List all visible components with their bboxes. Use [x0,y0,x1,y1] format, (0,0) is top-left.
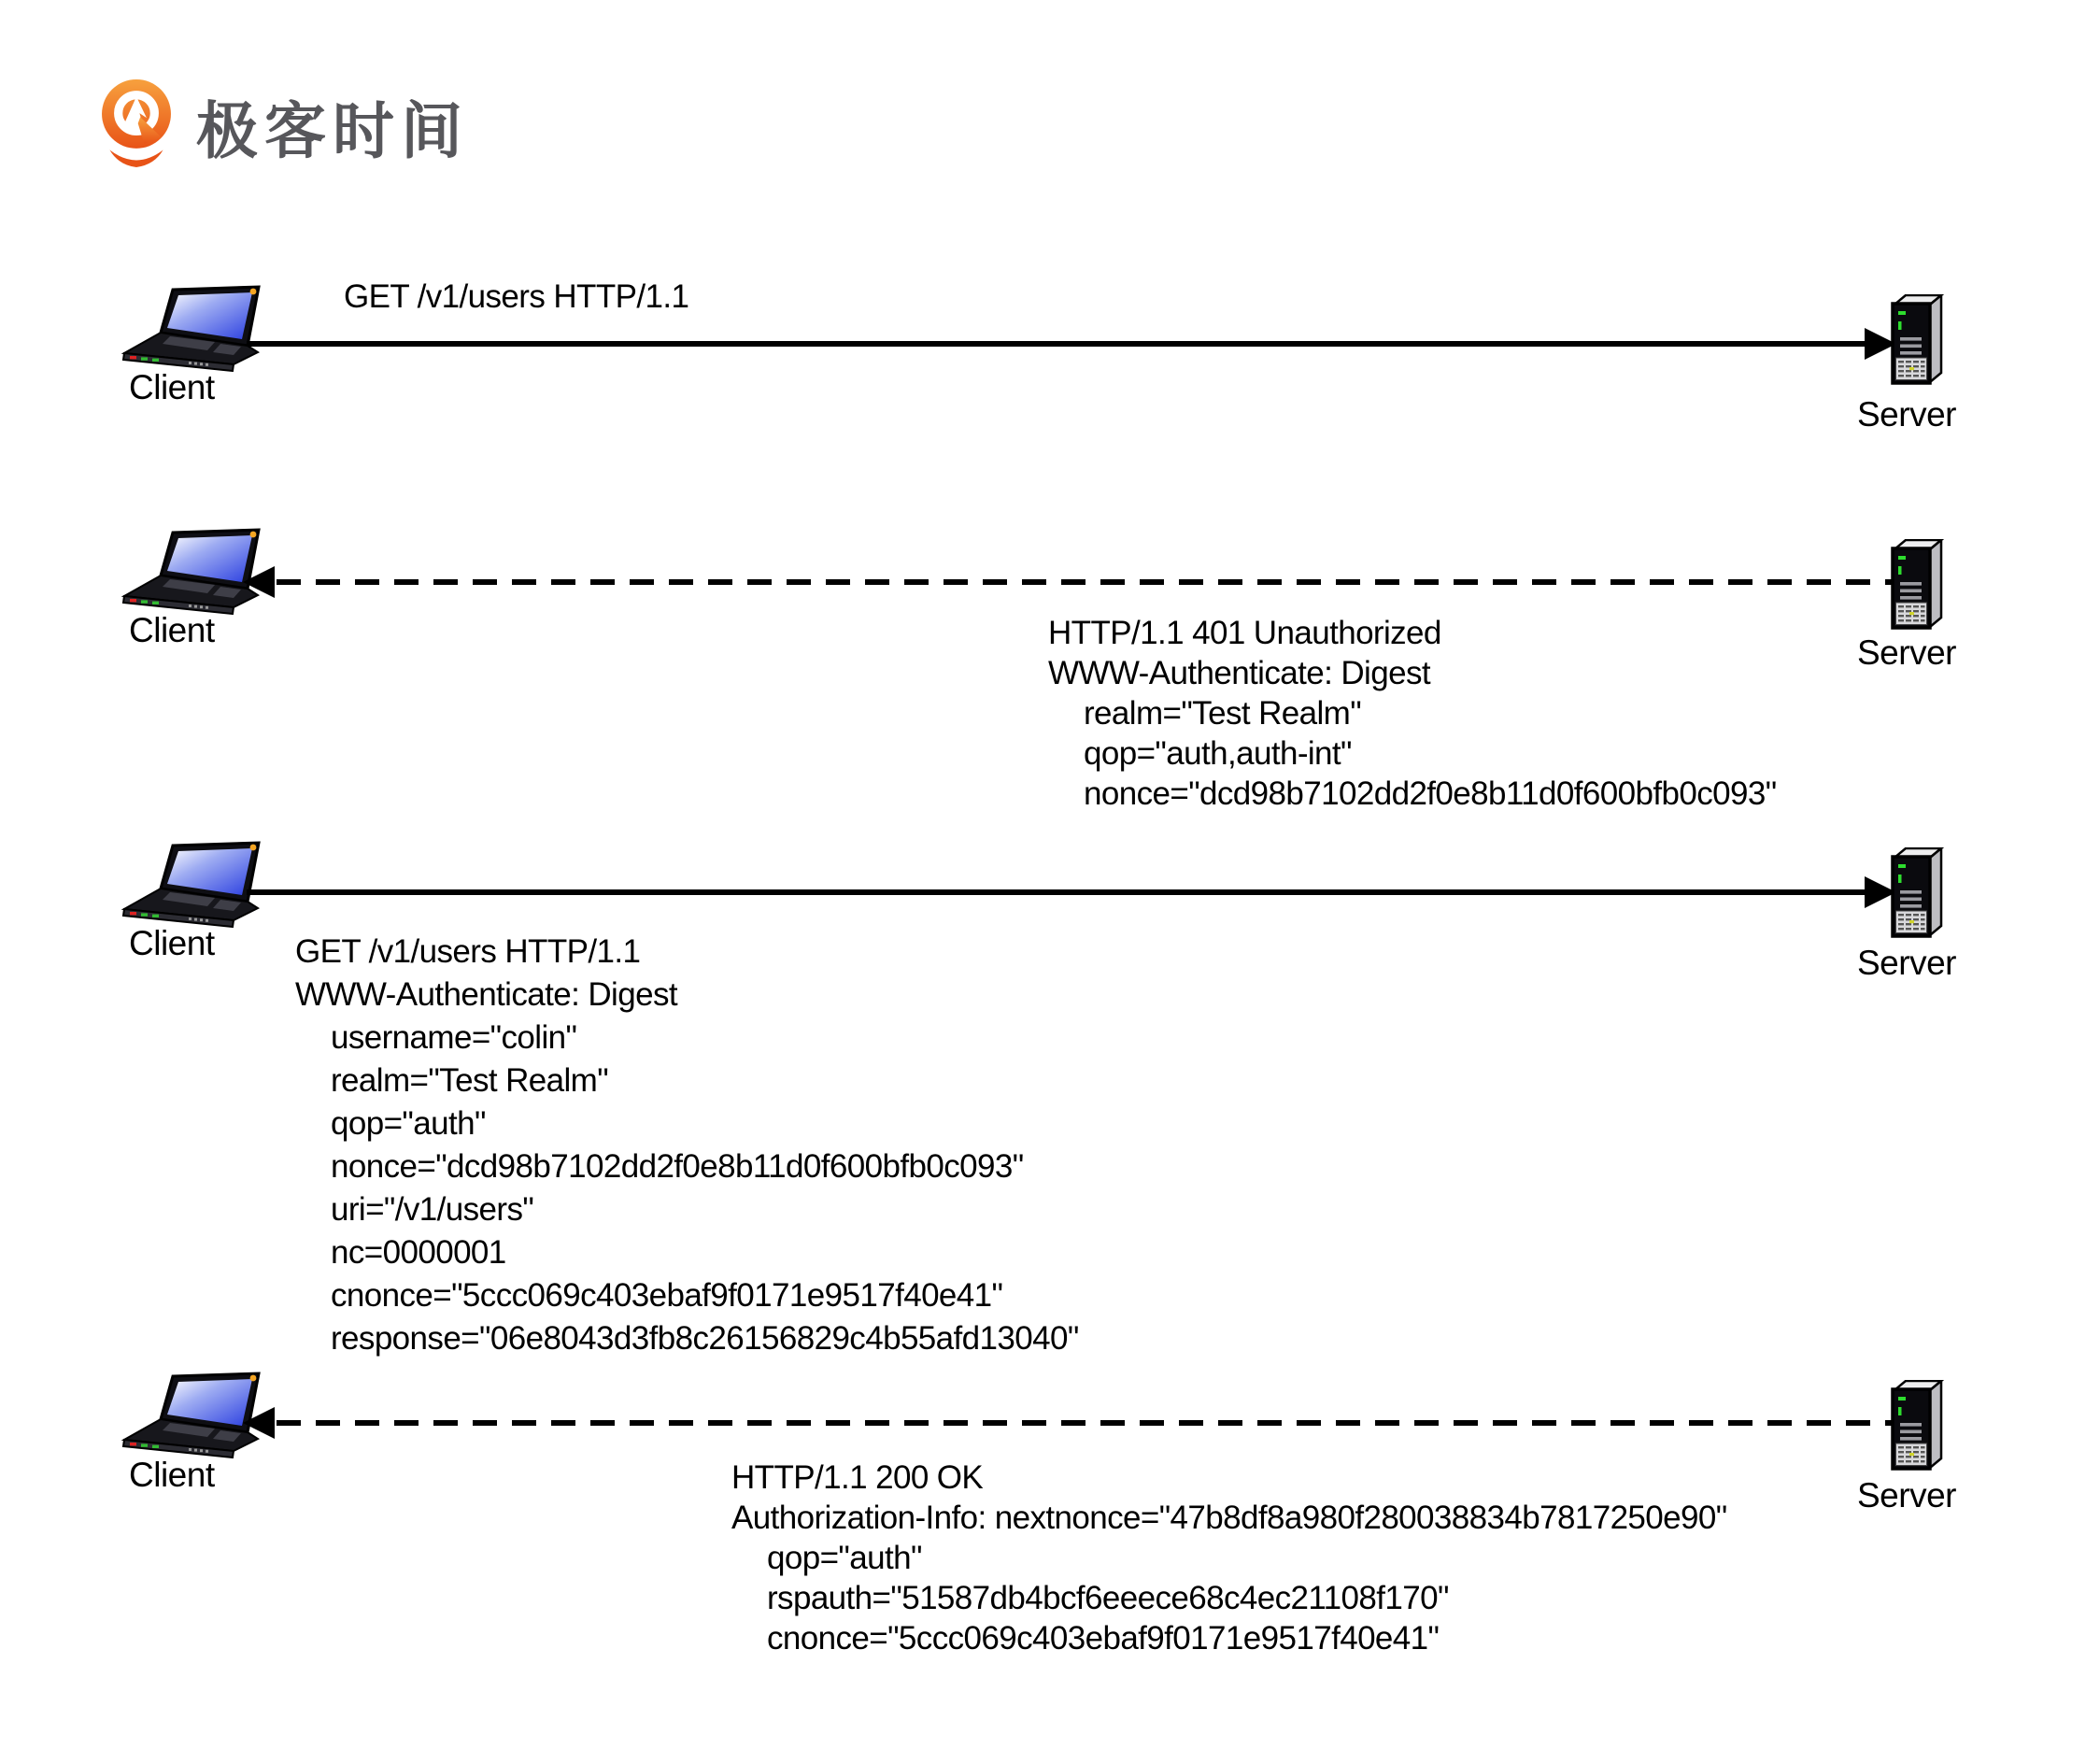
message-text [1048,613,1777,814]
server-label: Server [1857,1476,1956,1514]
message-line: realm="Test Realm" [1084,695,1362,732]
message-line: HTTP/1.1 401 Unauthorized [1048,615,1441,651]
message-line: WWW-Authenticate: Digest [295,976,677,1013]
message-line: realm="Test Realm" [331,1062,609,1099]
server-icon [1889,539,1947,631]
client-label: Client [129,1456,215,1494]
server-icon [1889,1380,1947,1472]
message-line: nonce="dcd98b7102dd2f0e8b11d0f600bfb0c093" [331,1148,1024,1185]
message-line: qop="auth" [767,1540,922,1576]
message-line: uri="/v1/users" [331,1191,534,1228]
message-line: qop="auth" [331,1105,486,1142]
message-line: GET /v1/users HTTP/1.1 [295,933,641,970]
message-line: qop="auth,auth-int" [1084,735,1352,772]
server-label: Server [1857,633,1956,672]
request-arrow-icon [241,325,1898,363]
message-line: nc=0000001 [331,1234,506,1271]
response-arrow-icon [241,563,1898,601]
brand-logo [97,75,469,172]
message-line: response="06e8043d3fb8c26156829c4b55afd13040" [331,1320,1079,1357]
server-icon [1889,847,1947,939]
message-line: cnonce="5ccc069c403ebaf9f0171e9517f40e41" [767,1620,1440,1657]
message-text [344,277,688,317]
client-label: Client [129,924,215,962]
response-arrow-icon [241,1404,1898,1442]
message-line: rspauth="51587db4bcf6eeece68c4ec21108f170" [767,1580,1449,1616]
message-text [731,1458,1727,1658]
geektime-logo-icon [97,75,176,172]
server-label: Server [1857,395,1956,434]
client-label: Client [129,368,215,406]
brand-name: 极客时间 [196,95,469,165]
message-line: WWW-Authenticate: Digest [1048,655,1430,691]
message-text [295,931,1079,1360]
message-line: cnonce="5ccc069c403ebaf9f0171e9517f40e41" [331,1277,1003,1314]
server-icon [1889,294,1947,386]
message-line: GET /v1/users HTTP/1.1 [344,278,689,315]
message-line: nonce="dcd98b7102dd2f0e8b11d0f600bfb0c093" [1084,775,1777,812]
client-label: Client [129,611,215,649]
server-label: Server [1857,944,1956,982]
message-line: username="colin" [331,1019,577,1056]
message-line: Authorization-Info: nextnonce="47b8df8a980f280038834b7817250e90" [731,1500,1727,1536]
request-arrow-icon [241,874,1898,911]
message-line: HTTP/1.1 200 OK [731,1459,984,1496]
